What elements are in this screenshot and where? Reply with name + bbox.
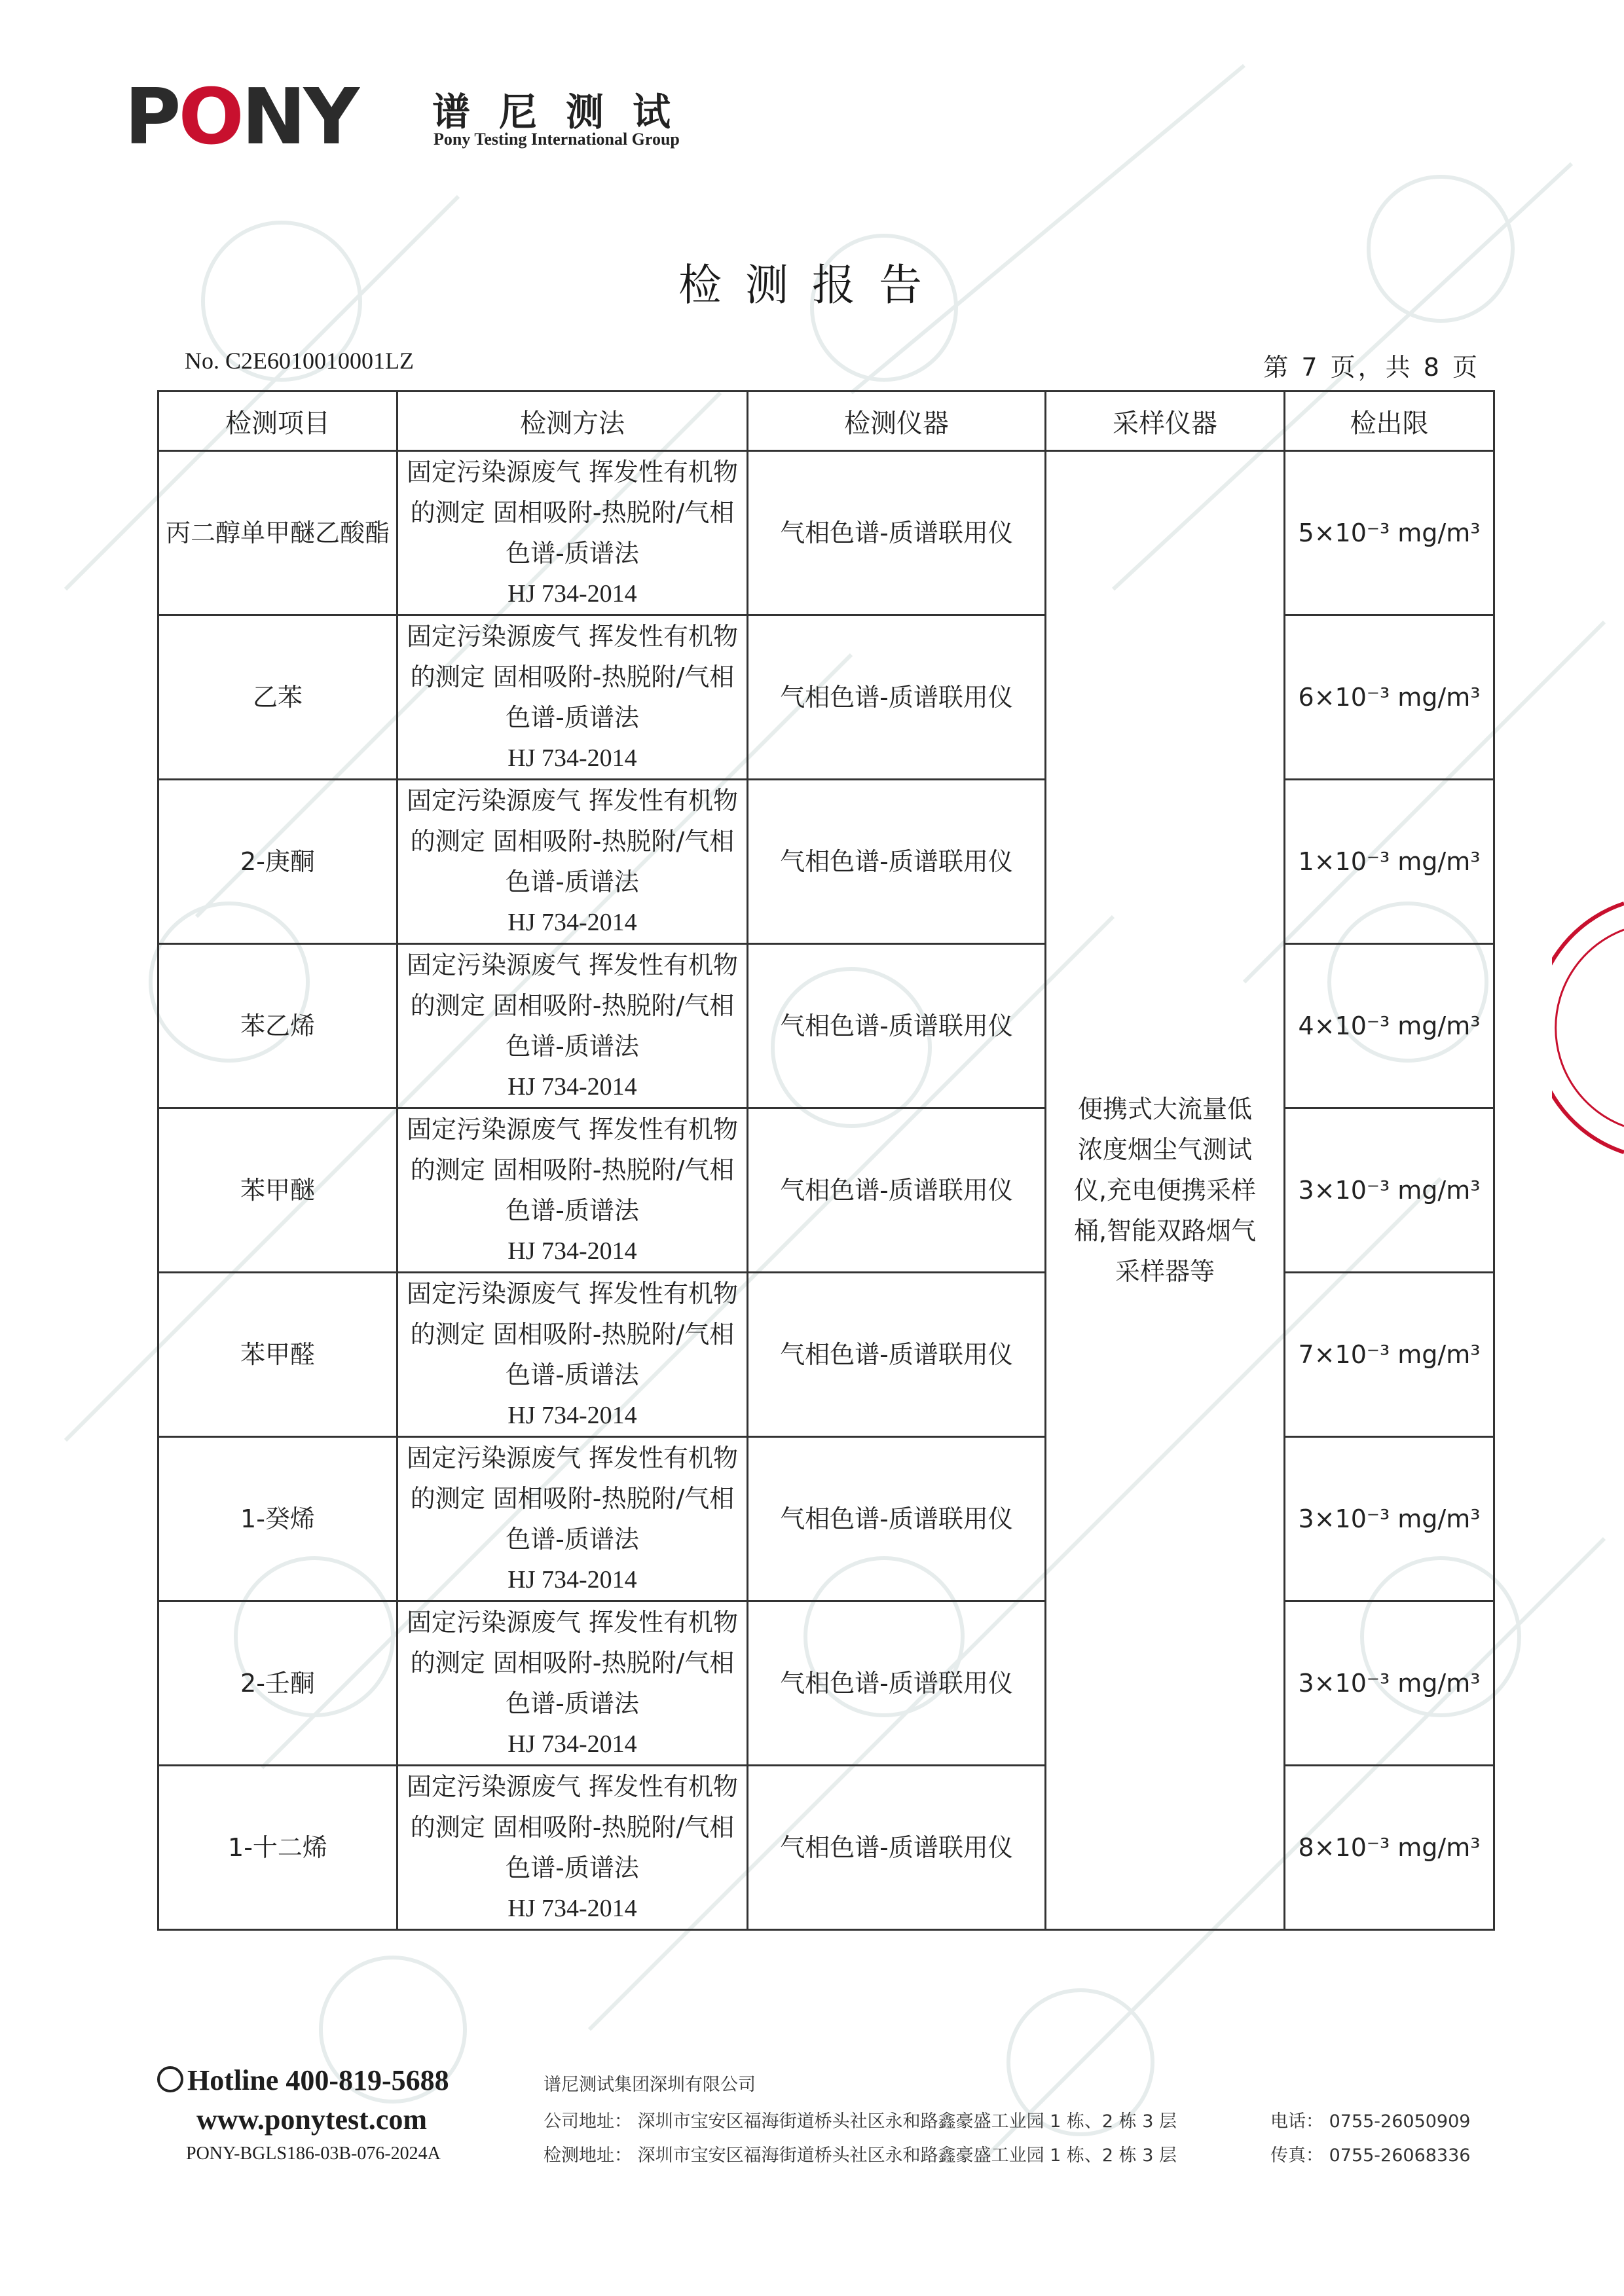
instrument-cell: 气相色谱-质谱联用仪: [748, 944, 1046, 1108]
page-title: 检测报告: [678, 260, 946, 310]
limit-cell: 4×10⁻³ mg/m³: [1285, 944, 1494, 1108]
item-cell: 2-壬酮: [158, 1601, 397, 1766]
instrument-cell: 气相色谱-质谱联用仪: [748, 1766, 1046, 1930]
logo-mark: PONY: [124, 71, 357, 162]
footer-hotline: [157, 2064, 449, 2097]
sampler-cell: 便携式大流量低浓度烟尘气测试仪,充电便携采样桶,智能双路烟气采样器等: [1046, 451, 1285, 1930]
seal-stamp-icon: [1552, 897, 1624, 1159]
table-row: [158, 1766, 1494, 1930]
table-row: [158, 451, 1494, 615]
table-row: [158, 1108, 1494, 1273]
header-instrument: 检测仪器: [748, 392, 1046, 451]
footer-company-address: 公司地址： 深圳市宝安区福海街道桥头社区永和路鑫豪盛工业园 1 栋、2 栋 3 层: [544, 2111, 1177, 2132]
method-cell: [397, 1601, 748, 1766]
method-standard: HJ 734-2014: [507, 909, 637, 936]
method-standard: HJ 734-2014: [507, 1402, 637, 1429]
method-text: 固定污染源废气 挥发性有机物的测定 固相吸附-热脱附/气相色谱-质谱法: [406, 1772, 739, 1882]
method-standard: HJ 734-2014: [507, 1073, 637, 1101]
limit-cell: 6×10⁻³ mg/m³: [1285, 615, 1494, 780]
detection-table: [157, 390, 1495, 1931]
instrument-cell: 气相色谱-质谱联用仪: [748, 1108, 1046, 1273]
item-cell: 1-癸烯: [158, 1437, 397, 1601]
method-text: 固定污染源废气 挥发性有机物的测定 固相吸附-热脱附/气相色谱-质谱法: [406, 1115, 739, 1225]
limit-cell: 5×10⁻³ mg/m³: [1285, 451, 1494, 615]
table-row: [158, 1273, 1494, 1437]
method-text: 固定污染源废气 挥发性有机物的测定 固相吸附-热脱附/气相色谱-质谱法: [406, 458, 739, 568]
instrument-cell: 气相色谱-质谱联用仪: [748, 780, 1046, 944]
item-cell: 苯甲醚: [158, 1108, 397, 1273]
footer-fax: 传真： 0755-26068336: [1270, 2145, 1471, 2166]
header-sampler: 采样仪器: [1046, 392, 1285, 451]
item-cell: 丙二醇单甲醚乙酸酯: [158, 451, 397, 615]
method-cell: [397, 944, 748, 1108]
limit-cell: 8×10⁻³ mg/m³: [1285, 1766, 1494, 1930]
method-standard: HJ 734-2014: [507, 580, 637, 608]
page-indicator: 第 7 页，共 8 页: [1263, 353, 1480, 382]
method-text: 固定污染源废气 挥发性有机物的测定 固相吸附-热脱附/气相色谱-质谱法: [406, 1444, 739, 1554]
item-cell: 2-庚酮: [158, 780, 397, 944]
method-cell: [397, 1437, 748, 1601]
method-cell: [397, 1766, 748, 1930]
table-row: [158, 615, 1494, 780]
header-item: 检测项目: [158, 392, 397, 451]
phone-icon: [157, 2066, 183, 2092]
table-header-row: [158, 392, 1494, 451]
report-number: No. C2E6010010001LZ: [185, 348, 414, 374]
footer-doc-code: PONY-BGLS186-03B-076-2024A: [186, 2143, 441, 2164]
method-text: 固定污染源废气 挥发性有机物的测定 固相吸附-热脱附/气相色谱-质谱法: [406, 622, 739, 732]
table-row: [158, 780, 1494, 944]
footer-website: www.ponytest.com: [196, 2104, 427, 2136]
table-row: [158, 1601, 1494, 1766]
method-cell: [397, 1273, 748, 1437]
method-text: 固定污染源废气 挥发性有机物的测定 固相吸附-热脱附/气相色谱-质谱法: [406, 1279, 739, 1389]
instrument-cell: 气相色谱-质谱联用仪: [748, 615, 1046, 780]
limit-cell: 3×10⁻³ mg/m³: [1285, 1601, 1494, 1766]
footer-tel: 电话： 0755-26050909: [1270, 2111, 1471, 2132]
limit-cell: 3×10⁻³ mg/m³: [1285, 1437, 1494, 1601]
footer-company: 谱尼测试集团深圳有限公司: [544, 2075, 756, 2095]
method-text: 固定污染源废气 挥发性有机物的测定 固相吸附-热脱附/气相色谱-质谱法: [406, 951, 739, 1061]
item-cell: 苯乙烯: [158, 944, 397, 1108]
item-cell: 1-十二烯: [158, 1766, 397, 1930]
method-standard: HJ 734-2014: [507, 1730, 637, 1758]
method-cell: [397, 451, 748, 615]
method-text: 固定污染源废气 挥发性有机物的测定 固相吸附-热脱附/气相色谱-质谱法: [406, 1608, 739, 1718]
header-method: 检测方法: [397, 392, 748, 451]
method-standard: HJ 734-2014: [507, 1895, 637, 1922]
footer-test-address: 检测地址： 深圳市宝安区福海街道桥头社区永和路鑫豪盛工业园 1 栋、2 栋 3 层: [544, 2145, 1177, 2166]
logo-cn-name: 谱尼测试: [432, 90, 700, 134]
instrument-cell: 气相色谱-质谱联用仪: [748, 1437, 1046, 1601]
method-standard: HJ 734-2014: [507, 1237, 637, 1265]
table-row: [158, 944, 1494, 1108]
item-cell: 苯甲醛: [158, 1273, 397, 1437]
hotline-text: Hotline 400-819-5688: [187, 2064, 449, 2096]
method-standard: HJ 734-2014: [507, 744, 637, 772]
header-limit: 检出限: [1285, 392, 1494, 451]
logo-en-name: Pony Testing International Group: [434, 130, 680, 149]
method-cell: [397, 1108, 748, 1273]
method-text: 固定污染源废气 挥发性有机物的测定 固相吸附-热脱附/气相色谱-质谱法: [406, 786, 739, 896]
instrument-cell: 气相色谱-质谱联用仪: [748, 451, 1046, 615]
method-standard: HJ 734-2014: [507, 1566, 637, 1594]
limit-cell: 7×10⁻³ mg/m³: [1285, 1273, 1494, 1437]
limit-cell: 3×10⁻³ mg/m³: [1285, 1108, 1494, 1273]
instrument-cell: 气相色谱-质谱联用仪: [748, 1273, 1046, 1437]
method-cell: [397, 780, 748, 944]
method-cell: [397, 615, 748, 780]
instrument-cell: 气相色谱-质谱联用仪: [748, 1601, 1046, 1766]
item-cell: 乙苯: [158, 615, 397, 780]
table-row: [158, 1437, 1494, 1601]
limit-cell: 1×10⁻³ mg/m³: [1285, 780, 1494, 944]
